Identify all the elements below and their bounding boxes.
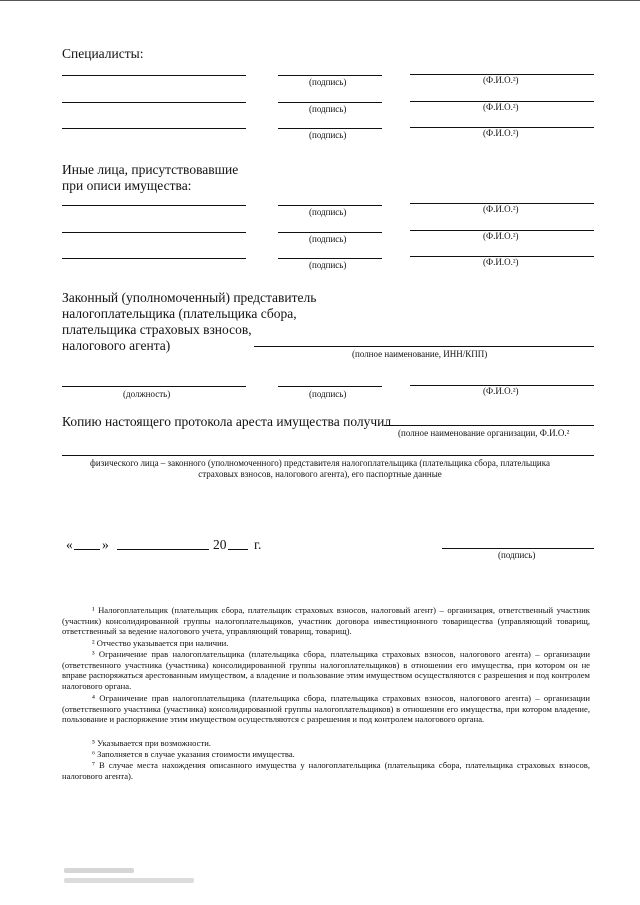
copy-received-line [384,425,594,426]
representative-line2: налогоплательщика (плательщика сбора, [62,306,297,321]
fio-caption: (Ф.И.О.²) [483,231,519,241]
footnote-5: ⁵ Указывается при возможности. [92,738,211,748]
fio-caption: (Ф.И.О.²) [483,102,519,112]
date-sign-caption: (подпись) [498,550,536,560]
footnote-6: ⁶ Заполняется в случае указания стоимости имущества. [92,749,295,759]
date-day-line [74,549,100,550]
date-year-line [228,549,248,550]
fio-caption: (Ф.И.О.²) [483,204,519,214]
fio-caption: (Ф.И.О.²) [483,75,519,85]
print-mark [64,878,194,883]
date-close-quote: » [102,537,109,552]
fio-caption: (Ф.И.О.²) [483,128,519,138]
signature-line [278,128,382,129]
footnote-3: ³ Ограничение прав налогоплательщика (плательщика сбора, плательщика страховых взносов, налогового агента) – организации (ответственного участника (участника) консолидированной группы налогоплательщиков) в отношении его имущества, при котором он не вправе распоряжаться арестованным имуществом, а владение и пользование этим имуществом осуществляются с разрешения и под контролем налогового органа. [62,649,590,691]
date-signature-line [442,548,594,549]
sign-caption: (подпись) [309,104,347,114]
signature-line [278,75,382,76]
representative-name-line [254,346,594,347]
position-line [62,386,246,387]
date-open-quote: « [66,537,73,552]
sign-caption: (подпись) [309,77,347,87]
position-caption: (должность) [123,389,171,399]
top-rule [0,0,640,1]
date-year-prefix: 20 [213,537,227,552]
date-month-line [117,549,209,550]
footnote-4: ⁴ Ограничение прав налогоплательщика (плательщика сбора, плательщика страховых взносов, налогового агента) – организации (ответственного участника (участника) консолидированной группы налогоплательщиков) в отношении его имущества, при котором владение, пользование и распоряжение этим имуществом осуществляются с разрешения и под контролем налогового органа. [62,693,590,725]
fio-caption: (Ф.И.О.²) [483,386,519,396]
signature-line [278,386,382,387]
date-year-suffix: г. [254,537,262,552]
copy-received-caption-line2: страховых взносов, налогового агента), его паспортные данные [198,469,442,479]
footnote-1: ¹ Налогоплательщик (плательщик сбора, плательщик страховых взносов, налоговый агент) – организация, ответственный участник (участник) консолидированной группы налогоплательщиков, участник договора инвестиционного товарищества (управляющий товарищ, ответственный за ведение налогового учета, управляющий товарищ, товарищ). [62,605,590,637]
name-caption: (полное наименование, ИНН/КПП) [352,349,488,359]
representative-line1: Законный (уполномоченный) представитель [62,290,317,305]
signature-line [278,205,382,206]
sign-caption: (подпись) [309,260,347,270]
signature-line [278,102,382,103]
copy-received-caption: (полное наименование организации, Ф.И.О.² [398,428,570,438]
signature-line [62,232,246,233]
signature-line [278,258,382,259]
representative-line4: налогового агента) [62,338,171,353]
copy-received-text: Копию настоящего протокола ареста имущества получил [62,414,392,429]
footnote-7: ⁷ В случае места нахождения описанного имущества у налогоплательщика (плательщика сбора, плательщика страховых взносов, налогового агента). [62,760,590,781]
footnote-2: ² Отчество указывается при наличии. [92,638,229,648]
signature-line [62,75,246,76]
signature-line [62,258,246,259]
signature-line [62,128,246,129]
others-title-line2: при описи имущества: [62,178,192,193]
specialists-title: Специалисты: [62,46,144,61]
sign-caption: (подпись) [309,389,347,399]
sign-caption: (подпись) [309,234,347,244]
signature-line [278,232,382,233]
signature-line [62,205,246,206]
sign-caption: (подпись) [309,207,347,217]
fio-caption: (Ф.И.О.²) [483,257,519,267]
representative-line3: плательщика страховых взносов, [62,322,252,337]
copy-received-line-2 [62,455,594,456]
signature-line [62,102,246,103]
sign-caption: (подпись) [309,130,347,140]
copy-received-caption-line1: физического лица – законного (уполномоченного) представителя налогоплательщика (плательщика сбора, плательщика [90,458,550,468]
print-mark [64,868,134,873]
others-title-line1: Иные лица, присутствовавшие [62,162,239,177]
